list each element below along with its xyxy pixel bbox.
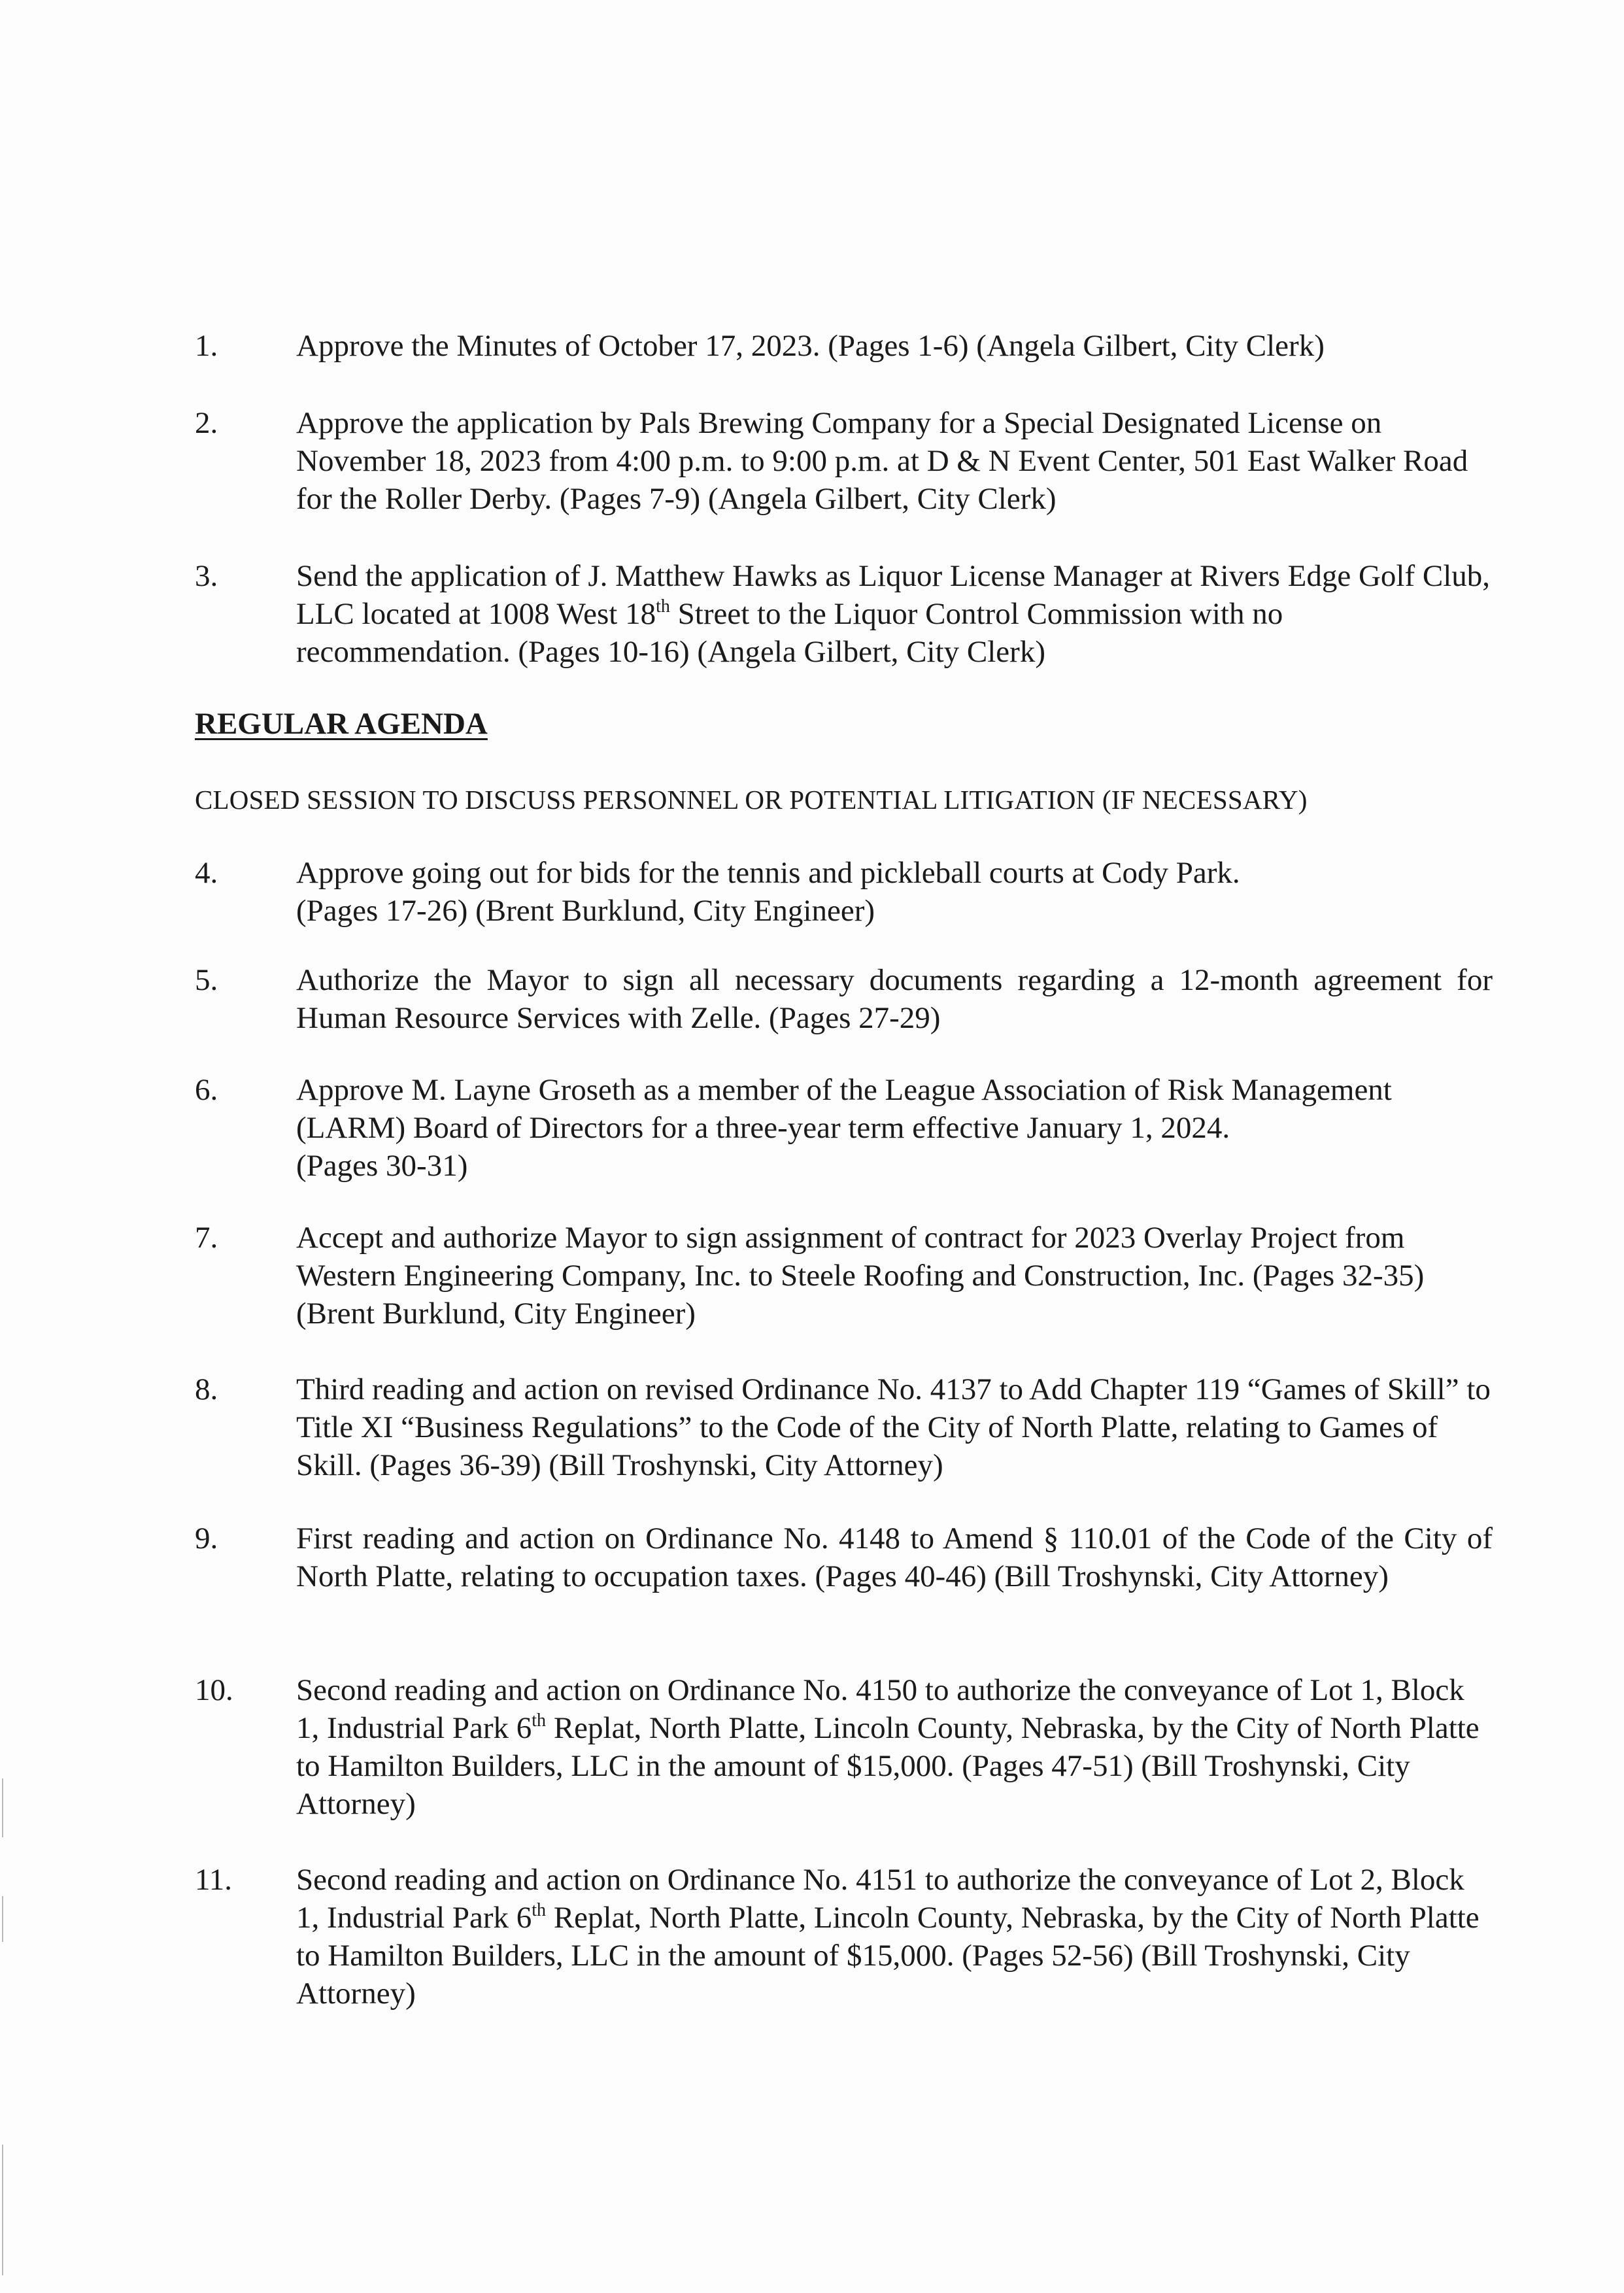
agenda-item-3	[195, 557, 1489, 671]
agenda-item-2	[195, 404, 1489, 518]
item-text: Send the application of J. Matthew Hawks as Liquor License Manager at Rivers Edge Golf Club, LLC located at 1008 West 18th Street to the Liquor Control Commission with no recommendation. (Pages 10-16) (Angela Gilbert, City Clerk)	[296, 559, 1491, 669]
item-number: 1.	[195, 329, 218, 363]
item-text: Approve going out for bids for the tennis and pickleball courts at Cody Park. (Pages 17-26) (Brent Burklund, City Engineer)	[296, 856, 1240, 928]
agenda-item-7	[195, 1219, 1489, 1333]
item-number: 5.	[195, 963, 218, 997]
agenda-item-5	[195, 961, 1493, 1037]
item-number: 3.	[195, 559, 218, 593]
item-number: 8.	[195, 1372, 218, 1406]
agenda-item-1	[195, 327, 1489, 365]
item-number: 6.	[195, 1073, 218, 1107]
scan-edge-mark	[2, 1896, 3, 1942]
agenda-item-8	[195, 1370, 1489, 1484]
item-text: First reading and action on Ordinance No. 4148 to Amend § 110.01 of the Code of the City of North Platte, relating to occupation taxes. (Pages 40-46) (Bill Troshynski, City Attorney)	[296, 1521, 1493, 1593]
item-text: Third reading and action on revised Ordinance No. 4137 to Add Chapter 119 “Games of Skill” to Title XI “Business Regulations” to the Code of the City of North Platte, relating to Games of Skill. (Pages 36-39) (Bill Troshynski, City Attorney)	[296, 1372, 1491, 1482]
ordinal-superscript: th	[532, 1900, 547, 1920]
item-number: 2.	[195, 406, 218, 440]
agenda-item-10	[195, 1671, 1489, 1823]
agenda-item-9	[195, 1520, 1493, 1595]
item-text: Accept and authorize Mayor to sign assignment of contract for 2023 Overlay Project from Western Engineering Company, Inc. to Steele Roofing and Construction, Inc. (Pages 32-35) (Brent Burklund, City Engineer)	[296, 1221, 1425, 1331]
item-number: 11.	[195, 1863, 233, 1897]
item-number: 7.	[195, 1221, 218, 1255]
closed-session-note: CLOSED SESSION TO DISCUSS PERSONNEL OR POTENTIAL LITIGATION (IF NECESSARY)	[195, 785, 1308, 815]
item-text: Second reading and action on Ordinance No. 4151 to authorize the conveyance of Lot 2, Block 1, Industrial Park 6th Replat, North Platte, Lincoln County, Nebraska, by the City of North Platte to Hamilton Builders, LLC in the amount of $15,000. (Pages 52-56) (Bill Troshynski, City Attorney)	[296, 1863, 1480, 2011]
item-text: Approve the Minutes of October 17, 2023. (Pages 1-6) (Angela Gilbert, City Clerk)	[296, 329, 1325, 363]
regular-agenda-heading: REGULAR AGENDA	[195, 707, 488, 741]
ordinal-superscript: th	[656, 596, 670, 617]
ordinal-superscript: th	[532, 1710, 547, 1731]
item-text: Approve M. Layne Groseth as a member of the League Association of Risk Management (LARM) Board of Directors for a three-year term effective January 1, 2024. (Pages 30-31)	[296, 1073, 1392, 1183]
item-number: 10.	[195, 1673, 233, 1707]
agenda-item-11	[195, 1861, 1489, 2013]
item-number: 4.	[195, 856, 218, 890]
item-text: Second reading and action on Ordinance No. 4150 to authorize the conveyance of Lot 1, Block 1, Industrial Park 6th Replat, North Platte, Lincoln County, Nebraska, by the City of North Platte to Hamilton Builders, LLC in the amount of $15,000. (Pages 47-51) (Bill Troshynski, City Attorney)	[296, 1673, 1480, 1821]
agenda-item-6	[195, 1071, 1489, 1185]
agenda-item-4	[195, 854, 1489, 930]
scan-edge-mark	[2, 2145, 3, 2275]
item-text: Authorize the Mayor to sign all necessary documents regarding a 12-month agreement for Human Resource Services with Zelle. (Pages 27-29)	[296, 963, 1493, 1035]
item-text: Approve the application by Pals Brewing Company for a Special Designated License on November 18, 2023 from 4:00 p.m. to 9:00 p.m. at D & N Event Center, 501 East Walker Road for the Roller Derby. (Pages 7-9) (Angela Gilbert, City Clerk)	[296, 406, 1468, 516]
scan-edge-mark	[2, 1778, 3, 1837]
item-number: 9.	[195, 1521, 218, 1555]
